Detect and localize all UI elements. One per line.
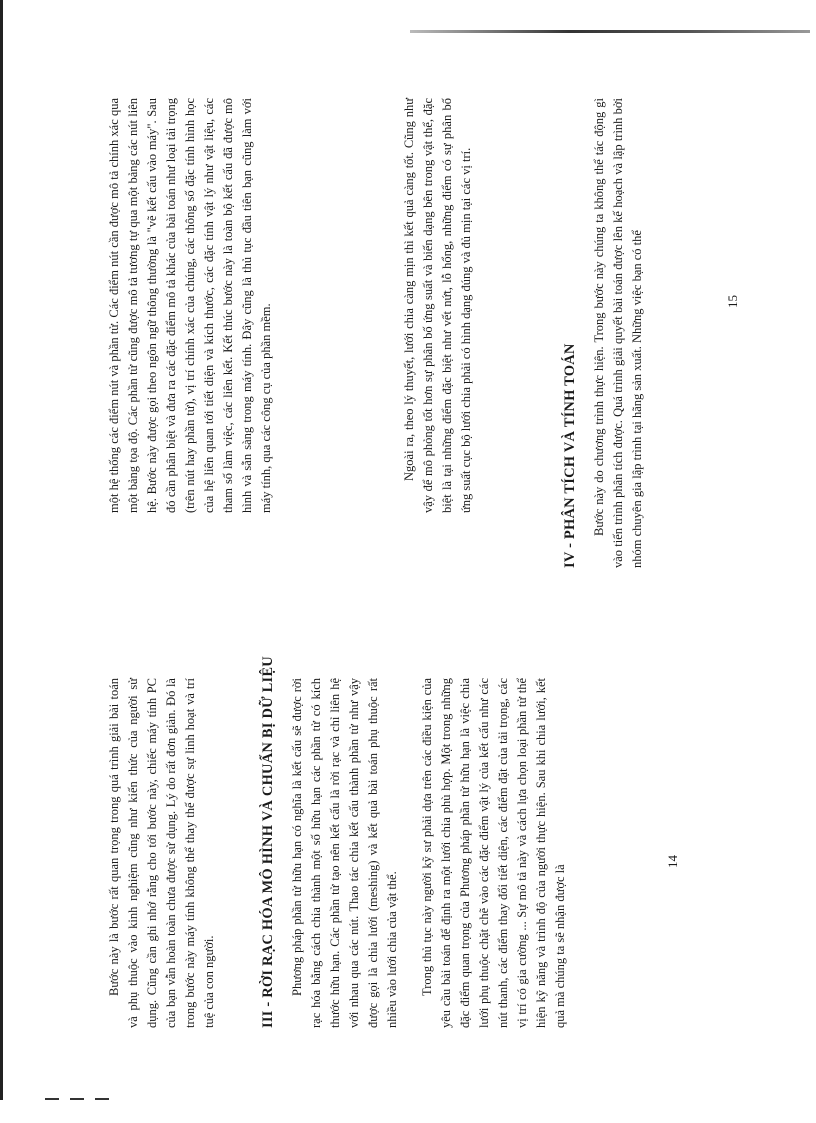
section-heading-iv: IV - PHÂN TÍCH VÀ TÍNH TOÁN <box>562 343 578 568</box>
right-paragraph-analysis: Bước này do chương trình thực hiện. Trong bước này chúng ta không thể tác động gì vào tiến trình phân tích được. Quá trình giải quyết bài toán được lên kế hoạch và lập trình bởi nhóm chuyên gia lập trình tại hãng sản xuất. Những việc bạn có thể <box>592 98 644 568</box>
right-page-body-ngoai-ra <box>400 98 476 513</box>
left-intro-paragraph: Bước này là bước rất quan trọng trong quá trình giải bài toán và phụ thuộc vào kinh nghiệm cũng như kiến thức của người sử dụng. Cũng cần ghi nhớ rằng cho tới bước này, chiếc máy tính PC của bạn vẫn hoàn toàn chưa được sử dụng. Lý do rất đơn giản. Đó là trong bước này máy tính không thể thay thế được sự linh hoạt và trí tuệ của con người. <box>107 678 216 1028</box>
left-paragraph-meshing: Phương pháp phần tử hữu hạn có nghĩa là kết cấu sẽ được rời rạc hóa bằng cách chia thành một số hữu hạn các phần tử có kích thước hữu hạn. Các phần tử tạo nên kết cấu là rời rạc và chỉ liên hệ với nhau qua các nút. Thao tác chia kết cấu thành phần tử như vậy được gọi là chia lưới (meshing) và kết quả bài toán phụ thuộc rất nhiều vào lưới chia của vật thể. <box>290 678 399 1028</box>
right-page-section <box>560 148 581 568</box>
right-paragraph-nodes: một hệ thống các điểm nút và phần tử. Các điểm nút cần được mô tả chính xác qua một bảng tọa độ. Các phần tử cũng được mô tả tương tự qua một bảng các nút liên hệ. Bước này được gọi theo ngôn ngữ thông thường là "vẽ kết cấu vào máy". Sau đó cần phân biệt và đưa ra các đặc điểm mô tả khác của bài toán như loại tải trọng (trên nút hay phần tử), vị trí chính xác của chúng, các thông số đặc tính hình học của hệ liên quan tới tiết diện và kích thước, các đặc tính vật lý như vật liệu, các tham số làm việc, các liên kết. Kết thúc bước này là toàn bộ kết cấu đã được mô hình và sẵn sàng trong máy tính. Đây cũng là thủ tục đầu tiên bạn cũng làm với máy tính, qua các công cụ của phần mềm. <box>107 98 273 513</box>
left-paragraph-procedure: Trong thủ tục này người kỹ sư phải dựa trên các điều kiện của yêu cầu bài toán để định ra một lưới chia phù hợp. Một trong những đặc điểm quan trọng của Phương pháp phần tử hữu hạn là việc chia lưới phụ thuộc chặt chẽ vào các đặc điểm vật lý của kết cấu như các nút thanh, các điểm thay đổi tiết diện, các điểm đặt của tải trọng, các vị trí có gia cường ... Sự mô tả này và cách lựa chọn loại phần tử thể hiện kỹ năng và trình độ của người thực hiện. Sau khi chia lưới, kết quả mà chúng ta sẽ nhận được là <box>420 678 567 1028</box>
page-number-14: 14 <box>665 855 680 868</box>
right-paragraph-fine-mesh: Ngoài ra, theo lý thuyết, lưới chia càng mịn thì kết quả càng tốt. Cũng như vậy để mô phỏng tốt hơn sự phân bố ứng suất và biến dạng bên trong vật thể, đặc biệt là tại những điểm đặc biệt như vết nứt, lỗ hổng, những điểm có sự phân bố ứng suất cục bộ lưới chia phải có hình dạng đúng và đủ mịn tại các vị trí. <box>402 98 473 513</box>
right-page-body-analysis <box>590 98 647 568</box>
page-number-15: 15 <box>725 295 740 308</box>
section-heading-iii: III - RỜI RẠC HÓA MÔ HÌNH VÀ CHUẨN BỊ DỮ LIỆU <box>260 656 276 1028</box>
